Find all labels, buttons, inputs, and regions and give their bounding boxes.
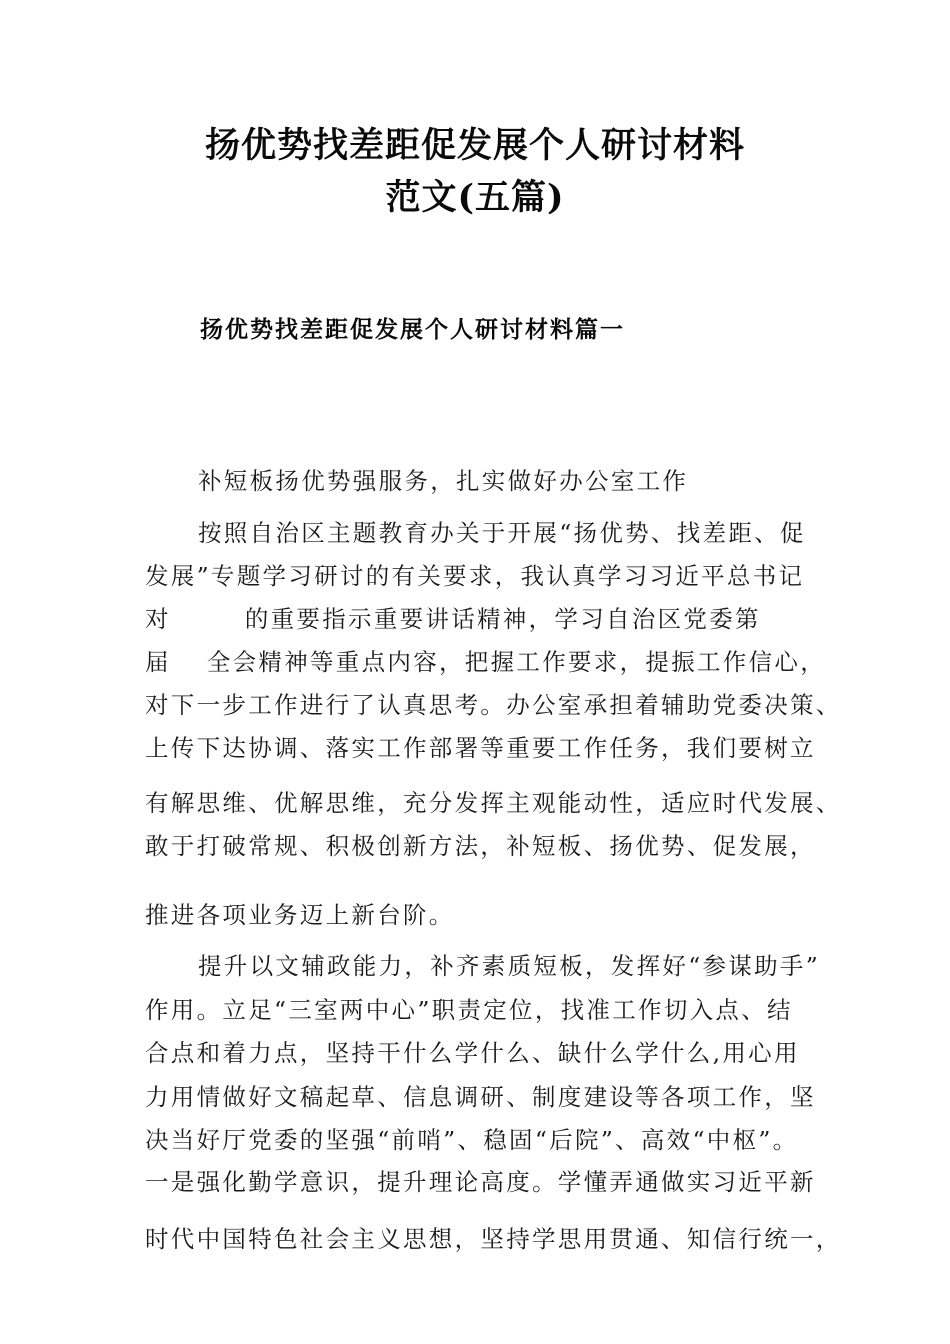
paragraph-1-line-9: 推进各项业务迈上新台阶。 [145,901,455,929]
document-title-line-1: 扬优势找差距促发展个人研讨材料 [204,125,745,166]
paragraph-1-line-4 [145,643,826,677]
paragraph-1-fragment-plenary: 全会精神等重点内容，把握工作要求，提振工作信心， [206,648,827,676]
paragraph-1-line-6: 上传下达协调、落实工作部署等重要工作任务，我们要树立 [145,734,816,762]
section-heading: 扬优势找差距促发展个人研讨材料篇一 [200,316,625,343]
section-subtitle: 补短板扬优势强服务，扎实做好办公室工作 [198,467,689,495]
paragraph-1-fragment-jie: 届 [145,648,171,676]
paragraph-1-line-5: 对下一步工作进行了认真思考。办公室承担着辅助党委决策、 [145,691,842,719]
paragraph-1-line-2: 发展”专题学习研讨的有关要求，我认真学习习近平总书记 [145,562,805,590]
paragraph-1-line-8: 敢于打破常规、积极创新方法，补短板、扬优势、促发展， [145,832,816,860]
paragraph-2-line-3: 合点和着力点，坚持干什么学什么、缺什么学什么,用心用 [145,1039,800,1067]
paragraph-1-fragment-instructions: 的重要指示重要讲话精神，学习自治区党委第 [244,605,761,633]
paragraph-2-line-1: 提升以文辅政能力，补齐素质短板，发挥好“参谋助手” [198,952,821,980]
paragraph-2-line-7: 时代中国特色社会主义思想，坚持学思用贯通、知信行统一， [145,1225,842,1253]
paragraph-2-line-2: 作用。立足“三室两中心”职责定位，找准工作切入点、结 [145,996,793,1024]
paragraph-2-line-6: 一是强化勤学意识，提升理论高度。学懂弄通做实习近平新 [145,1168,816,1196]
document-title-line-2: 范文(五篇) [385,177,565,218]
paragraph-1-line-3 [145,600,761,634]
paragraph-1-line-7: 有解思维、优解思维，充分发挥主观能动性，适应时代发展、 [145,789,842,817]
paragraph-2-line-4: 力用情做好文稿起草、信息调研、制度建设等各项工作，坚 [145,1083,816,1111]
paragraph-2-line-5: 决当好厅党委的坚强“前哨”、稳固“后院”、高效“中枢”。 [145,1126,799,1154]
paragraph-1-line-1: 按照自治区主题教育办关于开展“扬优势、找差距、促 [198,519,806,547]
paragraph-1-fragment-dui: 对 [145,605,171,633]
